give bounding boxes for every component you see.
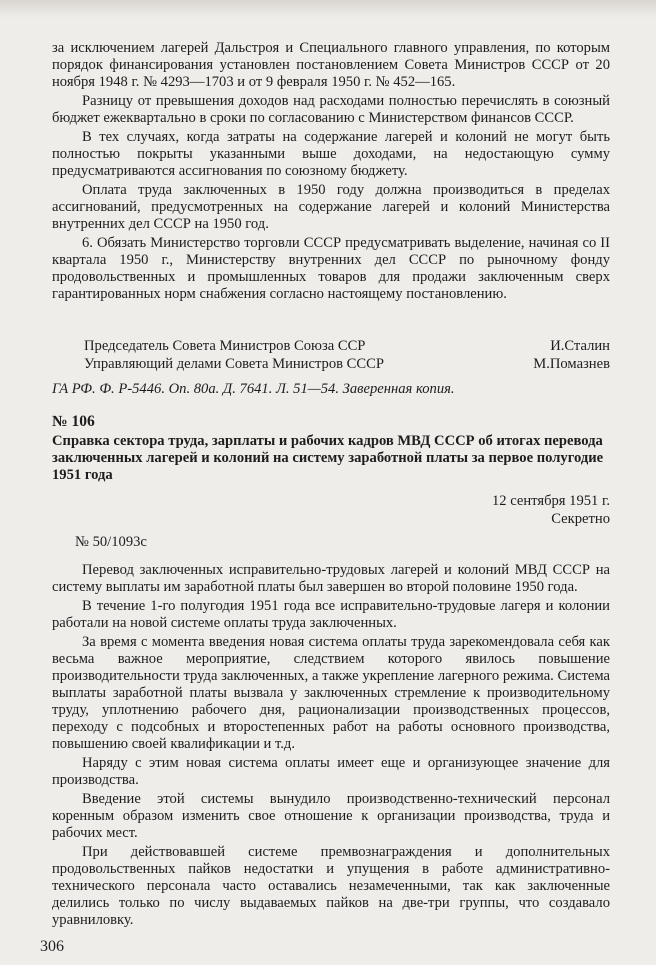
classification-stamp: Секретно bbox=[551, 511, 610, 527]
body-paragraph-3: За время с момента введения новая система оплаты труда зарекомендовала себя как весьма важное мероприятие, следствием которого явилось повышение производительности труда заключенных, а также укрепление лагерного режима. Система выплаты заработной платы вызвала у заключенных стремление к производительному труду, уплотнению рабочего дня, рационализации производственных процессов, переходу с подсобных и второстепенных работ на работы основного производства, повышению своей квалификации и т.д. bbox=[52, 634, 610, 752]
body-paragraph-6: При действовавшей системе премвознаграждения и дополнительных продовольственных пайков недостатки и упущения в работе административно-технического персонала часто оставались незамеченными, так как заключенные делились только по числу выдаваемых пайков на две-три группы, что создавало уравниловку. bbox=[52, 844, 610, 928]
registration-number: № 50/1093с bbox=[75, 534, 147, 550]
body-section bbox=[52, 562, 610, 929]
intro-section bbox=[52, 40, 610, 303]
signature-role-2: Управляющий делами Совета Министров СССР bbox=[84, 356, 384, 372]
archive-source-reference: ГА РФ. Ф. Р-5446. Оп. 80а. Д. 7641. Л. 51—54. Заверенная копия. bbox=[52, 381, 455, 397]
signature-role-1: Председатель Совета Министров Союза ССР bbox=[84, 338, 366, 354]
document-number: № 106 bbox=[52, 413, 95, 430]
body-paragraph-2: В течение 1-го полугодия 1951 года все исправительно-трудовые лагеря и колонии работали на новой системе оплаты труда заключенных. bbox=[52, 598, 610, 631]
intro-paragraph-3: В тех случаях, когда затраты на содержание лагерей и колоний не могут быть полностью покрыты указанными выше доходами, на недостающую сумму предусматриваются ассигнования по союзному бюджету. bbox=[52, 129, 610, 179]
intro-paragraph-2: Разницу от превышения доходов над расходами полностью перечислять в союзный бюджет ежеквартально в сроки по согласованию с Министерством финансов СССР. bbox=[52, 93, 610, 126]
signature-name-1: И.Сталин bbox=[550, 338, 610, 354]
body-paragraph-5: Введение этой системы вынудило производственно-технический персонал коренным образом изменить свое отношение к организации производства, труда и рабочих мест. bbox=[52, 791, 610, 841]
document-title: Справка сектора труда, зарплаты и рабочих кадров МВД СССР об итогах перевода заключенных лагерей и колоний на систему заработной платы за первое полугодие 1951 года bbox=[52, 433, 604, 483]
intro-paragraph-5: 6. Обязать Министерство торговли СССР предусматривать выделение, начиная со II квартала 1950 г., Министерству внутренних дел СССР по рыночному фонду продовольственных и промышленных товаров для продажи заключенным сверх гарантированных норм снабжения согласно настоящему постановлению. bbox=[52, 235, 610, 302]
body-paragraph-4: Наряду с этим новая система оплаты имеет еще и организующее значение для производства. bbox=[52, 755, 610, 788]
body-paragraph-1: Перевод заключенных исправительно-трудовых лагерей и колоний МВД СССР на систему выплаты им заработной платы был завершен во второй половине 1950 года. bbox=[52, 562, 610, 595]
intro-paragraph-1: за исключением лагерей Дальстроя и Специального главного управления, по которым порядок финансирования установлен постановлением Совета Министров СССР от 20 ноября 1948 г. № 4293—1703 и от 9 февраля 1950 г. № 452—165. bbox=[52, 40, 610, 90]
signature-name-2: М.Помазнев bbox=[533, 356, 610, 372]
page-top-shadow bbox=[0, 0, 656, 18]
intro-paragraph-4: Оплата труда заключенных в 1950 году должна производиться в пределах ассигнований, предусмотренных на содержание лагерей и колоний Министерства внутренних дел СССР на 1950 год. bbox=[52, 182, 610, 232]
page-number: 306 bbox=[40, 938, 64, 955]
document-date: 12 сентября 1951 г. bbox=[492, 493, 610, 509]
